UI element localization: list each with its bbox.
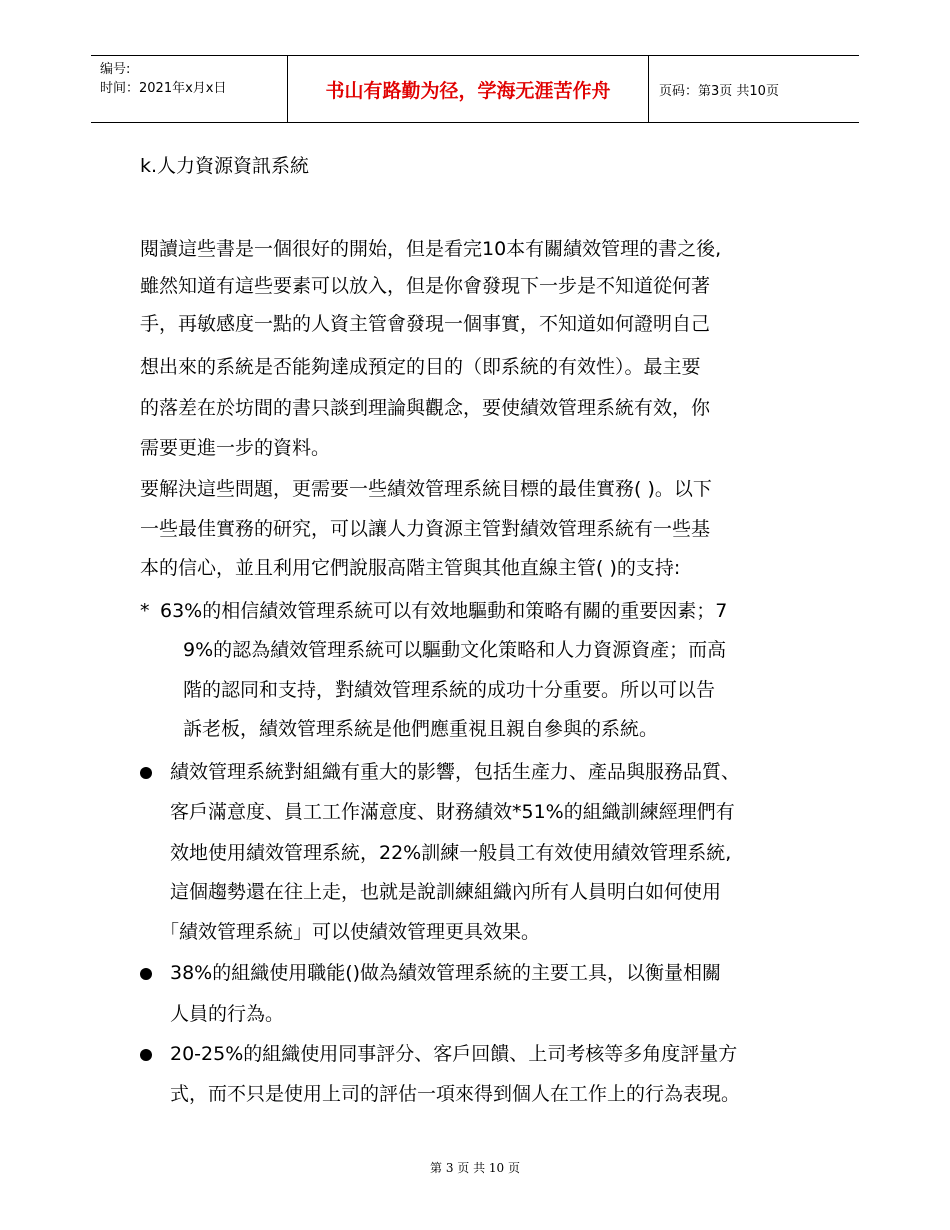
bullet-line: 績效管理系統對組織有重大的影響，包括生產力、產品與服務品質、 xyxy=(170,761,741,783)
star-marker: * xyxy=(140,600,150,622)
paragraph-line: 手，再敏感度一點的人資主管會發現一個事實，不知道如何證明自己 xyxy=(140,313,711,335)
paragraph-line: 本的信心，並且利用它們說服高階主管與其他直線主管( )的支持: xyxy=(140,557,681,579)
header-motto: 书山有路勤为径，学海无涯苦作舟 xyxy=(287,56,649,122)
paragraph-line: 一些最佳實務的研究，可以讓人力資源主管對績效管理系統有一些基 xyxy=(140,518,711,540)
paragraph-line: 的落差在於坊間的書只談到理論與觀念，要使績效管理系統有效，你 xyxy=(140,397,711,419)
bullet-line: 20-25%的組織使用同事評分、客戶回饋、上司考核等多角度評量方 xyxy=(170,1043,738,1065)
bullet-line: 「績效管理系統」可以使績效管理更具效果。 xyxy=(160,921,541,943)
number-label: 编号: xyxy=(100,62,131,77)
star-item-line: 9%的認為績效管理系統可以驅動文化策略和人力資源資產；而高 xyxy=(183,639,727,661)
bullet-line: 效地使用績效管理系統，22%訓練一般員工有效使用績效管理系統, xyxy=(170,842,732,864)
paragraph-line: 需要更進一步的資料。 xyxy=(140,437,331,459)
paragraph-line: 閱讀這些書是一個很好的開始，但是看完10本有關績效管理的書之後, xyxy=(140,238,722,260)
paragraph-line: 想出來的系統是否能夠達成預定的目的（即系統的有效性）。最主要 xyxy=(140,356,701,378)
time-label: 时间：2021年x月x日 xyxy=(100,81,227,96)
header-table xyxy=(91,55,859,123)
section-heading: k.人力資源資訊系統 xyxy=(140,155,310,177)
page-footer: 第 3 页 共 10 页 xyxy=(430,1161,520,1175)
star-item-line: 階的認同和支持，對績效管理系統的成功十分重要。所以可以告 xyxy=(183,679,716,701)
bullet-dot-icon xyxy=(140,767,152,779)
star-item-line: 63%的相信績效管理系統可以有效地驅動和策略有關的重要因素；7 xyxy=(160,600,728,622)
bullet-line: 人員的行為。 xyxy=(170,1003,285,1025)
header-left-cell xyxy=(91,56,287,122)
bullet-line: 式，而不只是使用上司的評估一項來得到個人在工作上的行為表現。 xyxy=(170,1083,741,1105)
bullet-line: 客戶滿意度、員工工作滿意度、財務績效*51%的組織訓練經理們有 xyxy=(170,801,735,823)
bullet-dot-icon xyxy=(140,1049,152,1061)
bullet-dot-icon xyxy=(140,968,152,980)
paragraph-line: 要解決這些問題，更需要一些績效管理系統目標的最佳實務( )。以下 xyxy=(140,478,712,500)
star-item-line: 訴老板，績效管理系統是他們應重視且親自參與的系統。 xyxy=(183,718,659,740)
header-page-info: 页码：第3页 共10页 xyxy=(659,83,779,99)
bullet-line: 38%的組織使用職能()做為績效管理系統的主要工具，以衡量相關 xyxy=(170,962,722,984)
paragraph-line: 雖然知道有這些要素可以放入，但是你會發現下一步是不知道從何著 xyxy=(140,275,711,297)
bullet-line: 這個趨勢還在往上走，也就是說訓練組織內所有人員明白如何使用 xyxy=(170,881,722,903)
